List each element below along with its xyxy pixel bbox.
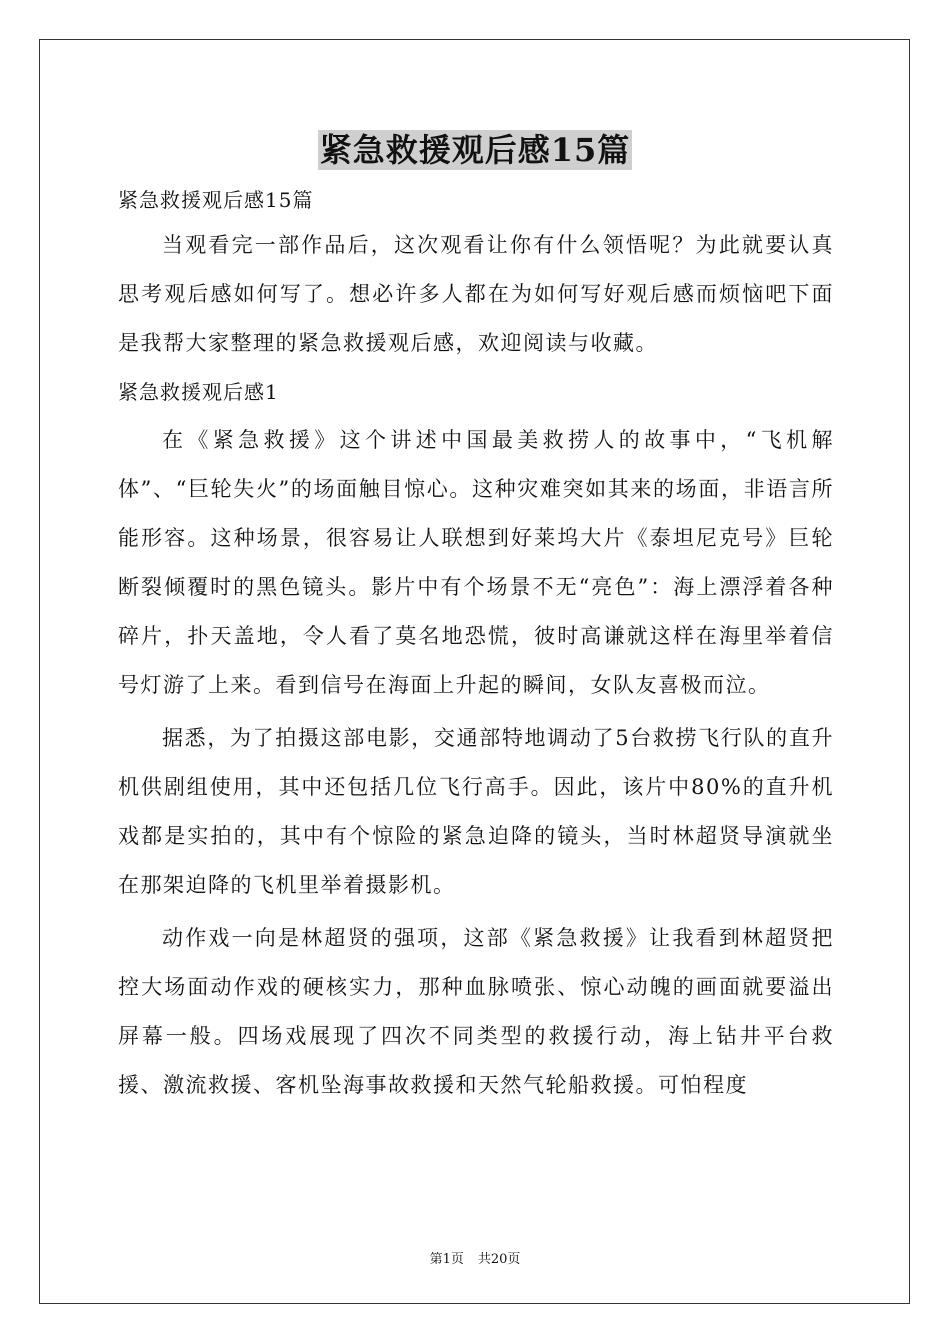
document-body [118,181,834,1114]
document-subtitle: 紧急救援观后感15篇 [118,188,314,212]
document-title: 紧急救援观后感15篇 [319,131,631,169]
page-number: 第1页 [429,1252,464,1267]
body-paragraph: 动作戏一向是林超贤的强项，这部《紧急救援》让我看到林超贤把控大场面动作戏的硬核实力，那种血脉喷张、惊心动魄的画面就要溢出屏幕一般。四场戏展现了四次不同类型的救援行动，海上钻井平台救援、激流救援、客机坠海事故救援和天然气轮船救援。可怕程度 [118,926,834,1097]
body-paragraph: 在《紧急救援》这个讲述中国最美救捞人的故事中，“飞机解体”、“巨轮失火”的场面触目惊心。这种灾难突如其来的场面，非语言所能形容。这种场景，很容易让人联想到好莱坞大片《泰坦尼克号》巨轮断裂倾覆时的黑色镜头。影片中有个场景不无“亮色”：海上漂浮着各种碎片，扑天盖地，令人看了莫名地恐慌，彼时高谦就这样在海里举着信号灯游了上来。看到信号在海面上升起的瞬间，女队友喜极而泣。 [118,428,834,697]
total-pages: 共20页 [477,1252,521,1267]
body-paragraph: 据悉，为了拍摄这部电影，交通部特地调动了5台救捞飞行队的直升机供剧组使用，其中还包括几位飞行高手。因此，该片中80%的直升机戏都是实拍的，其中有个惊险的紧急迫降的镜头，当时林超贤导演就坐在那架迫降的飞机里举着摄影机。 [118,726,834,897]
page-footer [0,1248,950,1267]
title-container [0,130,950,170]
intro-paragraph: 当观看完一部作品后，这次观看让你有什么领悟呢？为此就要认真思考观后感如何写了。想必许多人都在为如何写好观后感而烦恼吧下面是我帮大家整理的紧急救援观后感，欢迎阅读与收藏。 [118,233,834,355]
section-heading: 紧急救援观后感1 [118,380,279,404]
